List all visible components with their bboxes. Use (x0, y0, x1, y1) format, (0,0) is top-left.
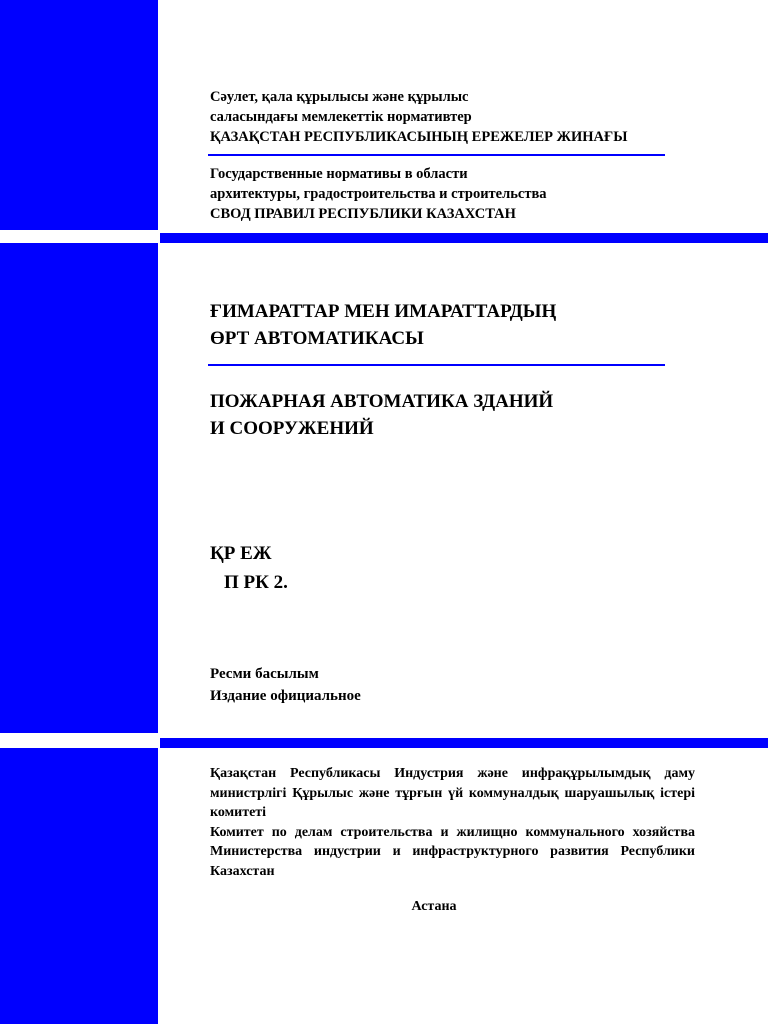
document-code-ru: П РК 2. (224, 572, 288, 593)
document-code-kz: ҚР ЕЖ (210, 543, 272, 564)
header-divider (208, 154, 665, 156)
publication-city: Астана (411, 899, 457, 914)
horizontal-blue-band-upper (160, 233, 768, 243)
kz-header-line-2: саласындағы мемлекеттік нормативтер (210, 109, 472, 125)
issuing-organization (210, 764, 695, 881)
title-divider (208, 364, 665, 366)
left-blue-block-top (0, 0, 158, 230)
ru-title-line-1: ПОЖАРНАЯ АВТОМАТИКА ЗДАНИЙ (210, 391, 554, 412)
horizontal-blue-band-lower (160, 738, 768, 748)
edition-kz: Ресми басылым (210, 666, 319, 682)
kz-header-line-1: Сәулет, қала құрылысы және құрылыс (210, 89, 469, 105)
ru-document-title (210, 388, 553, 442)
ru-header-line-2: архитектуры, градостроительства и строительства (210, 186, 547, 202)
ru-title-line-2: И СООРУЖЕНИЙ (210, 418, 374, 439)
ru-header-line-3: СВОД ПРАВИЛ РЕСПУБЛИКИ КАЗАХСТАН (210, 206, 516, 222)
kz-header (210, 87, 627, 147)
ru-header-line-1: Государственные нормативы в области (210, 166, 468, 182)
kz-title-line-2: ӨРТ АВТОМАТИКАСЫ (210, 328, 424, 349)
ru-header (210, 164, 547, 224)
edition-ru: Издание официальное (210, 688, 361, 704)
organization-kz: Қазақстан Республикасы Индустрия және инфрақұрылымдық даму министрлігі Құрылыс және тұрғын үй коммуналдық шаруашылық істері комитеті (210, 766, 695, 820)
kz-header-line-3: ҚАЗАҚСТАН РЕСПУБЛИКАСЫНЫҢ ЕРЕЖЕЛЕР ЖИНАҒЫ (210, 129, 628, 145)
kz-document-title (210, 298, 556, 352)
kz-title-line-1: ҒИМАРАТТАР МЕН ИМАРАТТАРДЫҢ (210, 301, 557, 322)
organization-ru: Комитет по делам строительства и жилищно коммунального хозяйства Министерства индустрии и инфраструктурного развития Республики Казахстан (210, 824, 695, 879)
left-blue-block-middle (0, 243, 158, 733)
left-blue-block-bottom (0, 748, 158, 1024)
edition-label (210, 663, 361, 707)
